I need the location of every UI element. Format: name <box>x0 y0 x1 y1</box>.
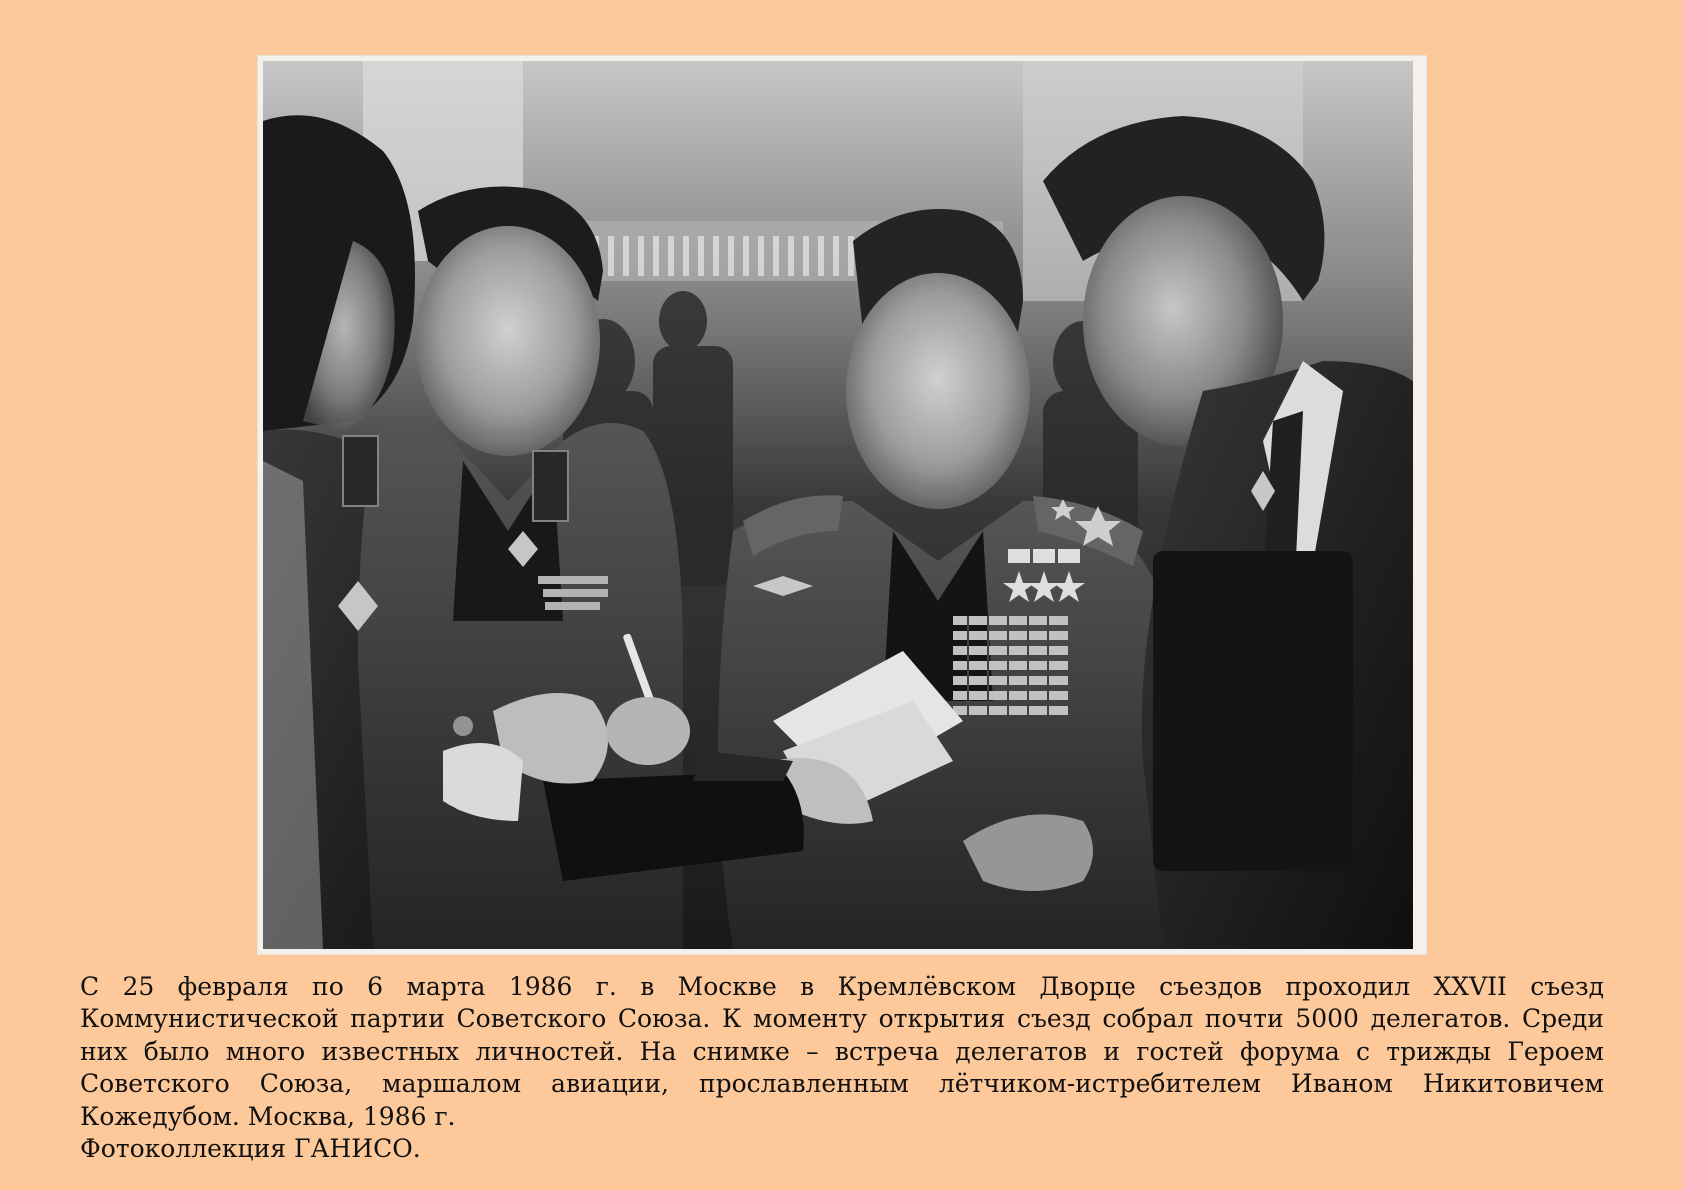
caption-text: С 25 февраля по 6 марта 1986 г. в Москве в Кремлёвском Дворце съездов проходил XXVII съезд Коммунистической партии Советского Союза. К моменту открытия съезд собрал почти 5000 делегатов. Среди них было много известных личностей. На снимке – встреча делегатов и гостей форума с трижды Героем Советского Союза, маршалом авиации, прославленным лётчиком-истребителем Иваном Никитовичем Кожедубом. Москва, 1986 г. <box>80 972 1604 1131</box>
photo-frame <box>258 56 1426 954</box>
photo-caption <box>80 971 1604 1165</box>
caption-source: Фотоколлекция ГАНИСО. <box>80 1134 421 1164</box>
archival-photo <box>263 61 1413 949</box>
